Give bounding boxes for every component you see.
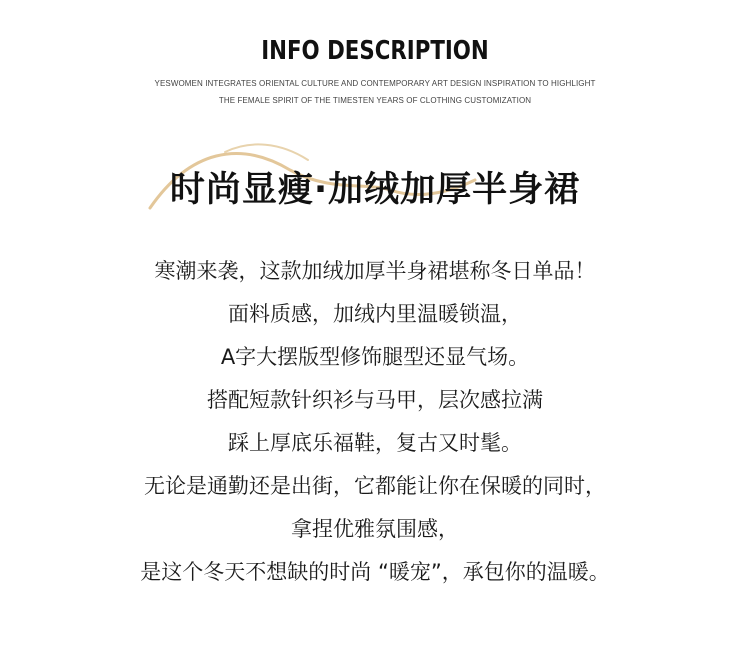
description-line: 踩上厚底乐福鞋，复古又时髦。 — [228, 431, 522, 455]
product-description — [0, 250, 750, 594]
info-description-heading: INFO DESCRIPTION — [261, 36, 489, 66]
description-line: 无论是通勤还是出街，它都能让你在保暖的同时， — [144, 474, 606, 498]
description-line: A字大摆版型修饰腿型还显气场。 — [220, 345, 530, 369]
subtitle-line-2: THE FEMALE SPIRIT OF THE TIMESTEN YEARS OF CLOTHING CUSTOMIZATION — [218, 96, 532, 105]
product-title: 时尚显瘦·加绒加厚半身裙 — [169, 170, 581, 210]
description-line: 是这个冬天不想缺的时尚 “暖宠”，承包你的温暖。 — [140, 560, 610, 584]
subtitle-line-1: YESWOMEN INTEGRATES ORIENTAL CULTURE AND CONTEMPORARY ART DESIGN INSPIRATION TO HIGHLIGHT — [154, 79, 596, 88]
description-line: 寒潮来袭，这款加绒加厚半身裙堪称冬日单品！ — [154, 259, 596, 283]
description-line: 面料质感，加绒内里温暖锁温， — [228, 302, 522, 326]
description-line: 搭配短款针织衫与马甲，层次感拉满 — [207, 388, 543, 412]
description-line: 拿捏优雅氛围感， — [291, 517, 459, 541]
